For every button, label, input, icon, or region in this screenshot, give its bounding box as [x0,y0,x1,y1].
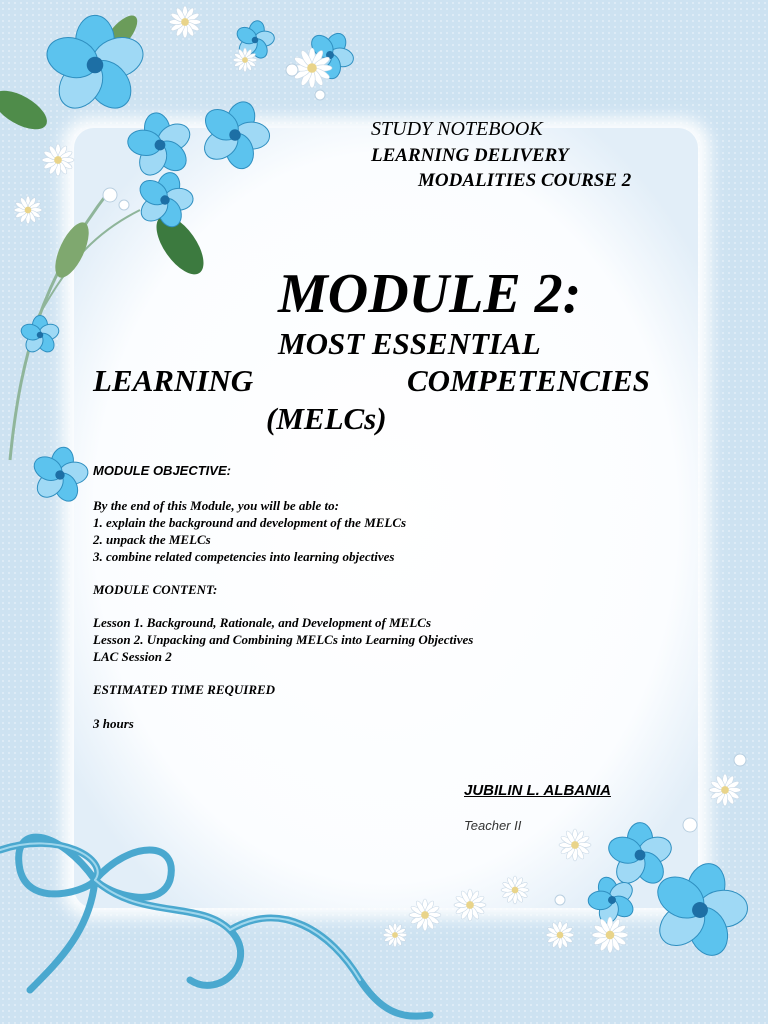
lesson-item: Lesson 1. Background, Rationale, and Development of MELCs [93,615,432,630]
content-list [93,614,473,665]
objective-label: MODULE OBJECTIVE: [93,463,231,478]
module-subtitle-melcs: (MELCs) [266,401,387,436]
module-subtitle-line1: MOST ESSENTIAL [278,326,541,361]
module-subtitle-competencies: COMPETENCIES [407,363,650,398]
lesson-item: Lesson 2. Unpacking and Combining MELCs into Learning Objectives [93,632,474,647]
header-line-learning-delivery: LEARNING DELIVERY [371,145,569,166]
time-label: ESTIMATED TIME REQUIRED [93,682,276,697]
time-value: 3 hours [93,716,134,731]
author-role: Teacher II [464,818,522,833]
objective-item: 3. combine related competencies into learning objectives [93,549,395,564]
header-line-course: MODALITIES COURSE 2 [418,170,632,191]
objective-intro: By the end of this Module, you will be able to: [93,498,339,513]
content-label: MODULE CONTENT: [93,582,218,597]
module-subtitle-learning: LEARNING [93,363,254,398]
author-name: JUBILIN L. ALBANIA [464,782,611,799]
objective-item: 1. explain the background and development of the MELCs [93,515,407,530]
objective-list [93,497,406,565]
objective-item: 2. unpack the MELCs [93,532,211,547]
lesson-item: LAC Session 2 [93,649,172,664]
header-line-study-notebook: STUDY NOTEBOOK [371,118,543,140]
module-title: MODULE 2: [278,263,582,325]
